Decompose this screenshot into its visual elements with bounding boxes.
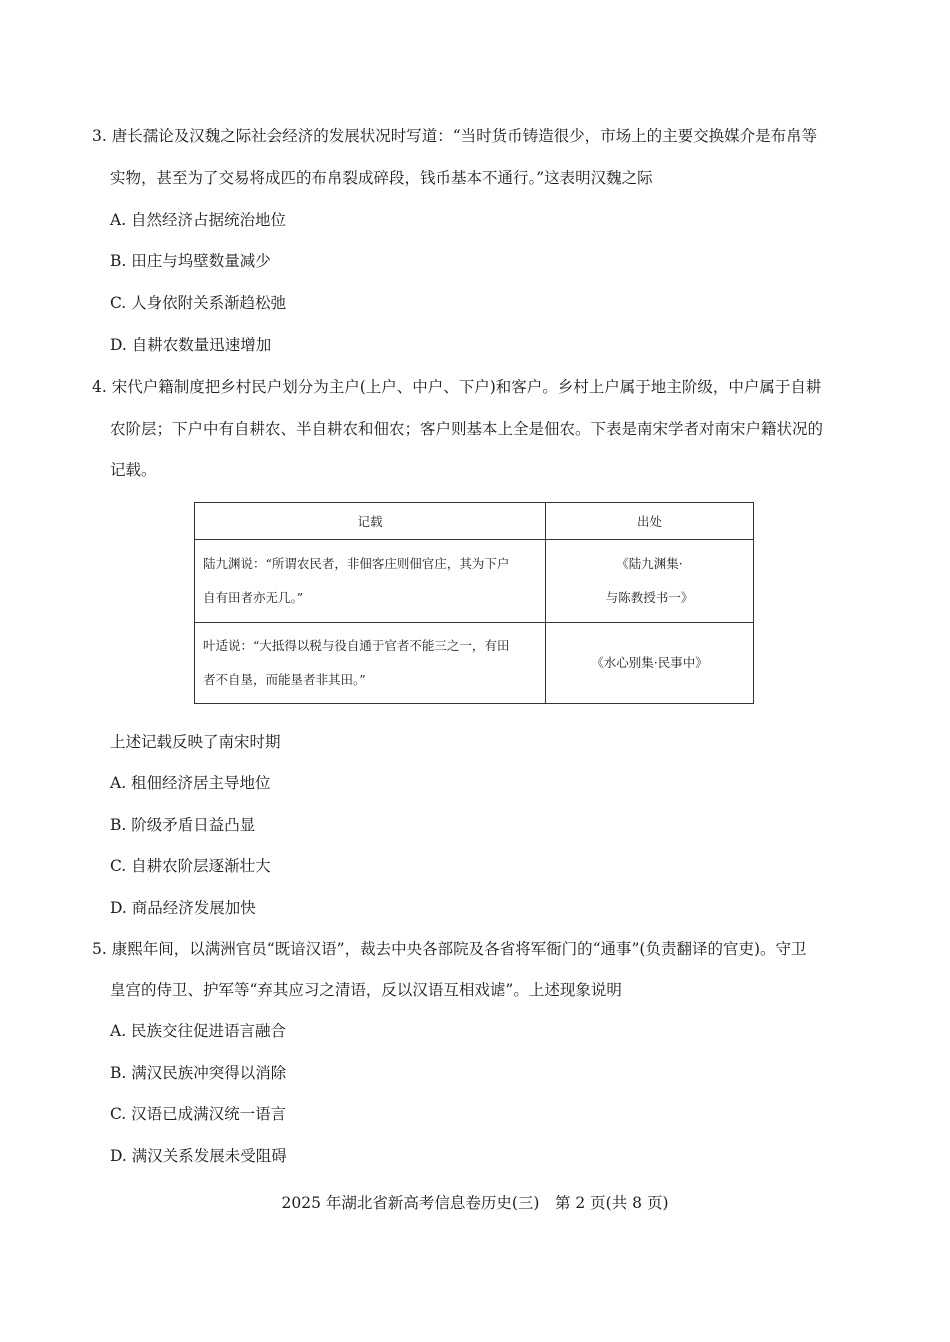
q4-option-a: A. 租佃经济居主导地位 — [110, 774, 271, 792]
source-text-line: 《陆九渊集· — [616, 556, 683, 571]
table-cell-record — [195, 540, 546, 623]
table-cell-source — [546, 540, 754, 623]
source-text-line: 《水心别集·民事中》 — [591, 655, 708, 670]
q3-stem-line2: 实物，甚至为了交易将成匹的布帛裂成碎段，钱币基本不通行。”这表明汉魏之际 — [110, 169, 653, 187]
q5-option-a: A. 民族交往促进语言融合 — [110, 1022, 287, 1040]
record-text-line: 陆九渊说：“所谓农民者，非佃客庄则佃官庄，其为下户 — [203, 556, 510, 571]
q4-stem-line1: 4. 宋代户籍制度把乡村民户划分为主户(上户、中户、下户)和客户。乡村上户属于地主阶级，中户属于自耕 — [92, 378, 822, 396]
record-text-line: 叶适说：“大抵得以税与役自通于官者不能三之一，有田 — [203, 638, 510, 653]
q3-option-b: B. 田庄与坞壁数量减少 — [110, 252, 271, 270]
record-text-line: 者不自垦，而能垦者非其田。” — [203, 672, 366, 687]
q3-option-d: D. 自耕农数量迅速增加 — [110, 336, 272, 354]
q4-stem-line2: 农阶层；下户中有自耕农、半自耕农和佃农；客户则基本上全是佃农。下表是南宋学者对南宋户籍状况的 — [110, 420, 824, 438]
table-row — [195, 540, 754, 623]
table-cell-record — [195, 623, 546, 704]
record-text-line: 自有田者亦无几。” — [203, 590, 304, 605]
q4-option-b: B. 阶级矛盾日益凸显 — [110, 816, 256, 834]
table-cell-source — [546, 623, 754, 704]
q5-option-d: D. 满汉关系发展未受阻碍 — [110, 1147, 287, 1165]
q3-option-a: A. 自然经济占据统治地位 — [110, 211, 287, 229]
q5-option-b: B. 满汉民族冲突得以消除 — [110, 1064, 287, 1082]
source-text-line: 与陈教授书一》 — [605, 590, 694, 605]
q5-option-c: C. 汉语已成满汉统一语言 — [110, 1105, 287, 1123]
table-header-row — [195, 503, 754, 540]
q4-after-table: 上述记载反映了南宋时期 — [110, 733, 281, 751]
page-footer: 2025 年湖北省新高考信息卷历史(三) 第 2 页(共 8 页) — [281, 1194, 669, 1212]
q4-option-d: D. 商品经济发展加快 — [110, 899, 256, 917]
q3-stem-line1: 3. 唐长孺论及汉魏之际社会经济的发展状况时写道：“当时货币铸造很少，市场上的主要交换媒介是布帛等 — [92, 127, 818, 145]
q4-option-c: C. 自耕农阶层逐渐壮大 — [110, 857, 271, 875]
q5-stem-line1: 5. 康熙年间，以满洲官员“既谙汉语”，裁去中央各部院及各省将军衙门的“通事”(负责翻译的官吏)。守卫 — [92, 940, 807, 958]
records-table — [194, 502, 754, 704]
table-header-source: 出处 — [546, 503, 754, 540]
q3-option-c: C. 人身依附关系渐趋松弛 — [110, 294, 287, 312]
table-header-record: 记载 — [195, 503, 546, 540]
q4-stem-line3: 记载。 — [110, 461, 157, 479]
table-row — [195, 623, 754, 704]
q5-stem-line2: 皇宫的侍卫、护军等“弃其应习之清语，反以汉语互相戏谑”。上述现象说明 — [110, 981, 622, 999]
